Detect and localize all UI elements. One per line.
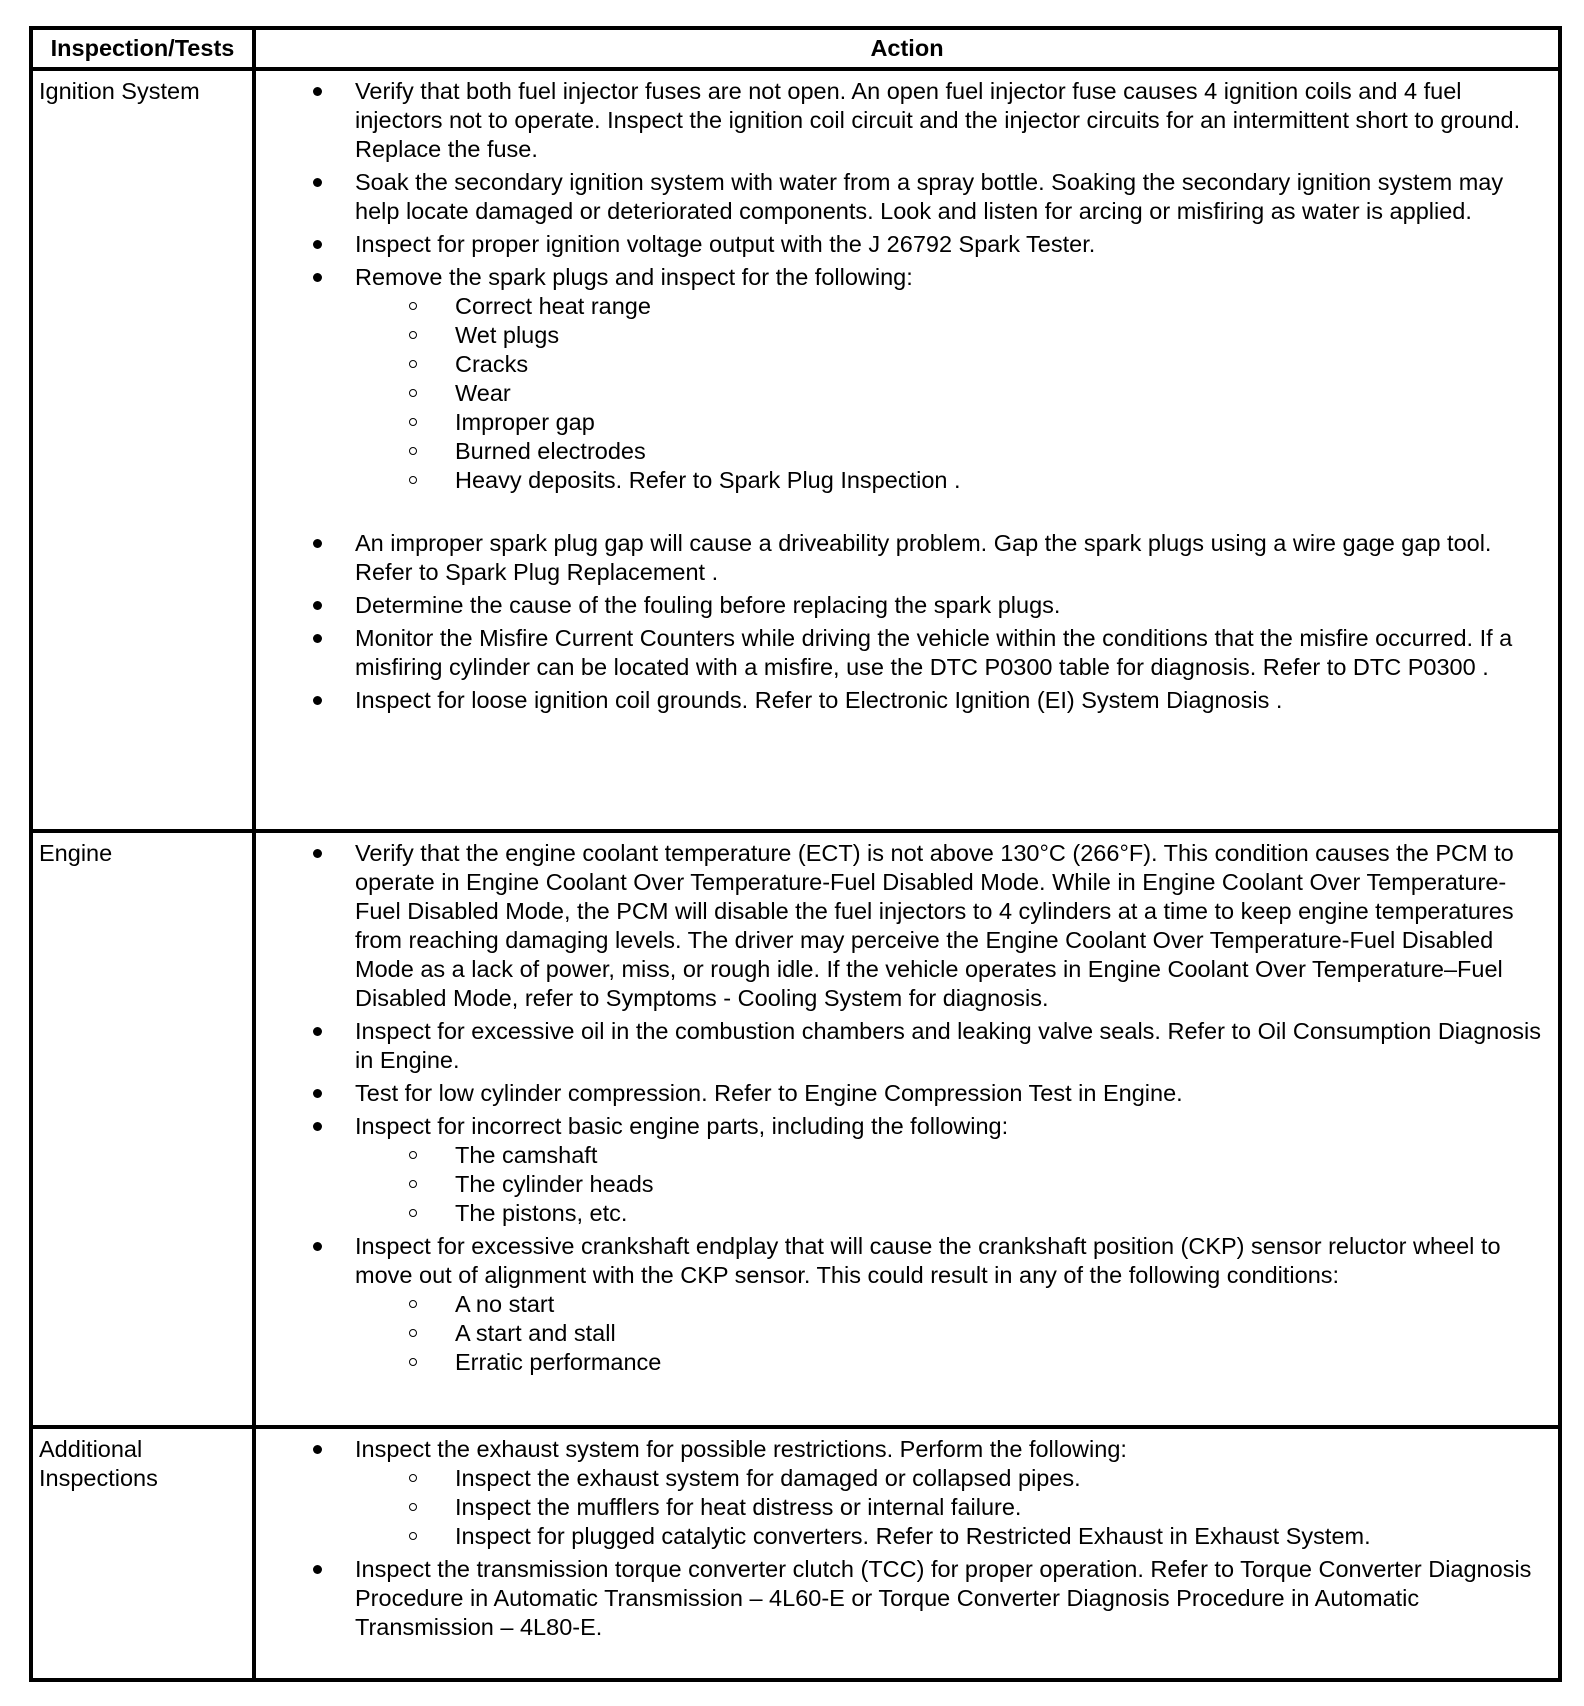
bullet-icon [313, 539, 322, 548]
circle-bullet-icon [409, 1329, 417, 1337]
list-item [256, 1017, 1548, 1075]
list-item [256, 1232, 1548, 1377]
action-list [256, 77, 1548, 715]
item-text: Monitor the Misfire Current Counters while driving the vehicle within the conditions that the misfire occurred. If a misfiring cylinder can be located with a misfire, use the DTC P0300 table for diagnosis. Refer to DTC P0300 . [355, 625, 1513, 680]
list-item [256, 230, 1548, 259]
sub-list-item [355, 1141, 1548, 1170]
sub-list-item [355, 1348, 1548, 1377]
sub-list-item [355, 350, 1548, 379]
list-item [256, 1435, 1548, 1551]
sub-list-item [355, 1199, 1548, 1228]
item-text: Inspect for loose ignition coil grounds. Refer to Electronic Ignition (EI) System Diagnosis . [355, 687, 1283, 713]
sub-list-item [355, 1170, 1548, 1199]
sub-item-text: The pistons, etc. [455, 1200, 628, 1226]
sub-item-text: A start and stall [455, 1320, 616, 1346]
table-row-ignition-system [31, 69, 1560, 831]
bullet-icon [313, 634, 322, 643]
list-item [256, 263, 1548, 495]
action-cell [254, 69, 1560, 831]
sub-item-text: Erratic performance [455, 1349, 662, 1375]
sub-item-text: Inspect for plugged catalytic converters. Refer to Restricted Exhaust in Exhaust System. [455, 1523, 1371, 1549]
item-text: Inspect for excessive oil in the combustion chambers and leaking valve seals. Refer to Oil Consumption Diagnosis in Engine. [355, 1018, 1542, 1073]
sub-item-text: Burned electrodes [455, 438, 646, 464]
table-row-additional-inspections [31, 1427, 1560, 1680]
category-cell: Additional Inspections [31, 1427, 254, 1680]
bullet-icon [313, 1027, 322, 1036]
item-text: Inspect for incorrect basic engine parts, including the following: [355, 1113, 1009, 1139]
circle-bullet-icon [409, 476, 417, 484]
item-text: Remove the spark plugs and inspect for the following: [355, 264, 913, 290]
sub-list-item [355, 1493, 1548, 1522]
item-text: Inspect for excessive crankshaft endplay that will cause the crankshaft position (CKP) sensor reluctor wheel to move out of alignment with the CKP sensor. This could result in any of the following conditions: [355, 1233, 1501, 1288]
circle-bullet-icon [409, 360, 417, 368]
bullet-icon [313, 178, 322, 187]
list-item [256, 591, 1548, 620]
list-item [256, 1079, 1548, 1108]
list-item [256, 1112, 1548, 1228]
item-text: Soak the secondary ignition system with water from a spray bottle. Soaking the secondary ignition system may help locate damaged or deteriorated components. Look and listen for arcing or misfiring as water is applied. [355, 169, 1504, 224]
action-list [256, 1435, 1548, 1642]
action-cell [254, 831, 1560, 1427]
sub-list [355, 292, 1548, 495]
circle-bullet-icon [409, 389, 417, 397]
sub-item-text: A no start [455, 1291, 555, 1317]
sub-list [355, 1141, 1548, 1228]
header-row [31, 28, 1560, 69]
sub-item-text: Cracks [455, 351, 529, 377]
sub-item-text: Wear [455, 380, 511, 406]
sub-list [355, 1290, 1548, 1377]
bullet-icon [313, 87, 322, 96]
item-text: Determine the cause of the fouling before replacing the spark plugs. [355, 592, 1061, 618]
circle-bullet-icon [409, 1180, 417, 1188]
bullet-icon [313, 601, 322, 610]
circle-bullet-icon [409, 1532, 417, 1540]
bullet-icon [313, 1089, 322, 1098]
item-text: Verify that both fuel injector fuses are not open. An open fuel injector fuse causes 4 ignition coils and 4 fuel injectors not to operate. Inspect the ignition coil circuit and the injector circuits for an intermittent short to ground. Replace the fuse. [355, 78, 1521, 162]
circle-bullet-icon [409, 1300, 417, 1308]
action-cell [254, 1427, 1560, 1680]
category-cell: Engine [31, 831, 254, 1427]
sub-list-item [355, 1319, 1548, 1348]
item-text: An improper spark plug gap will cause a driveability problem. Gap the spark plugs using a wire gage gap tool. Refer to Spark Plug Replacement . [355, 530, 1492, 585]
list-item [256, 686, 1548, 715]
bullet-icon [313, 849, 322, 858]
bullet-icon [313, 1565, 322, 1574]
header-inspection-tests: Inspection/Tests [31, 28, 254, 69]
item-text: Inspect the exhaust system for possible restrictions. Perform the following: [355, 1436, 1127, 1462]
bullet-icon [313, 1242, 322, 1251]
action-list [256, 839, 1548, 1377]
sub-list-item [355, 1290, 1548, 1319]
circle-bullet-icon [409, 1151, 417, 1159]
item-text: Test for low cylinder compression. Refer to Engine Compression Test in Engine. [355, 1080, 1183, 1106]
sub-item-text: Wet plugs [455, 322, 560, 348]
list-item [256, 77, 1548, 164]
sub-item-text: The camshaft [455, 1142, 598, 1168]
item-text: Inspect the transmission torque converter clutch (TCC) for proper operation. Refer to Torque Converter Diagnosis Procedure in Automatic Transmission – 4L60-E or Torque Converter Diagnosis Procedure in Automatic Transmission – 4L80-E. [355, 1556, 1532, 1640]
sub-item-text: Improper gap [455, 409, 595, 435]
sub-item-text: The cylinder heads [455, 1171, 654, 1197]
circle-bullet-icon [409, 1503, 417, 1511]
table-row-engine [31, 831, 1560, 1427]
list-item [256, 168, 1548, 226]
inspection-table [29, 26, 1562, 1682]
bullet-icon [313, 1122, 322, 1131]
bullet-icon [313, 1445, 322, 1454]
bullet-icon [313, 240, 322, 249]
sub-list-item [355, 408, 1548, 437]
list-item [256, 624, 1548, 682]
sub-list-item [355, 1464, 1548, 1493]
circle-bullet-icon [409, 331, 417, 339]
sub-item-text: Correct heat range [455, 293, 651, 319]
sub-item-text: Inspect the mufflers for heat distress or internal failure. [455, 1494, 1022, 1520]
sub-list [355, 1464, 1548, 1551]
bullet-icon [313, 696, 322, 705]
sub-list-item [355, 437, 1548, 466]
circle-bullet-icon [409, 1474, 417, 1482]
list-item [256, 839, 1548, 1013]
sub-list-item [355, 321, 1548, 350]
category-cell: Ignition System [31, 69, 254, 831]
sub-list-item [355, 379, 1548, 408]
sub-list-item [355, 1522, 1548, 1551]
circle-bullet-icon [409, 1358, 417, 1366]
list-item [256, 529, 1548, 587]
bullet-icon [313, 273, 322, 282]
sub-list-item [355, 466, 1548, 495]
list-item [256, 1555, 1548, 1642]
sub-list-item [355, 292, 1548, 321]
header-action: Action [254, 28, 1560, 69]
sub-item-text: Inspect the exhaust system for damaged or collapsed pipes. [455, 1465, 1081, 1491]
circle-bullet-icon [409, 1209, 417, 1217]
item-text: Inspect for proper ignition voltage output with the J 26792 Spark Tester. [355, 231, 1096, 257]
circle-bullet-icon [409, 447, 417, 455]
sub-item-text: Heavy deposits. Refer to Spark Plug Inspection . [455, 467, 961, 493]
item-text: Verify that the engine coolant temperature (ECT) is not above 130°C (266°F). This condition causes the PCM to operate in Engine Coolant Over Temperature-Fuel Disabled Mode. While in Engine Coolant Over Temperature-Fuel Disabled Mode, the PCM will disable the fuel injectors to 4 cylinders at a time to keep engine temperatures from reaching damaging levels. The driver may perceive the Engine Coolant Over Temperature-Fuel Disabled Mode as a lack of power, miss, or rough idle. If the vehicle operates in Engine Coolant Over Temperature–Fuel Disabled Mode, refer to Symptoms - Cooling System for diagnosis. [355, 840, 1514, 1011]
circle-bullet-icon [409, 302, 417, 310]
circle-bullet-icon [409, 418, 417, 426]
